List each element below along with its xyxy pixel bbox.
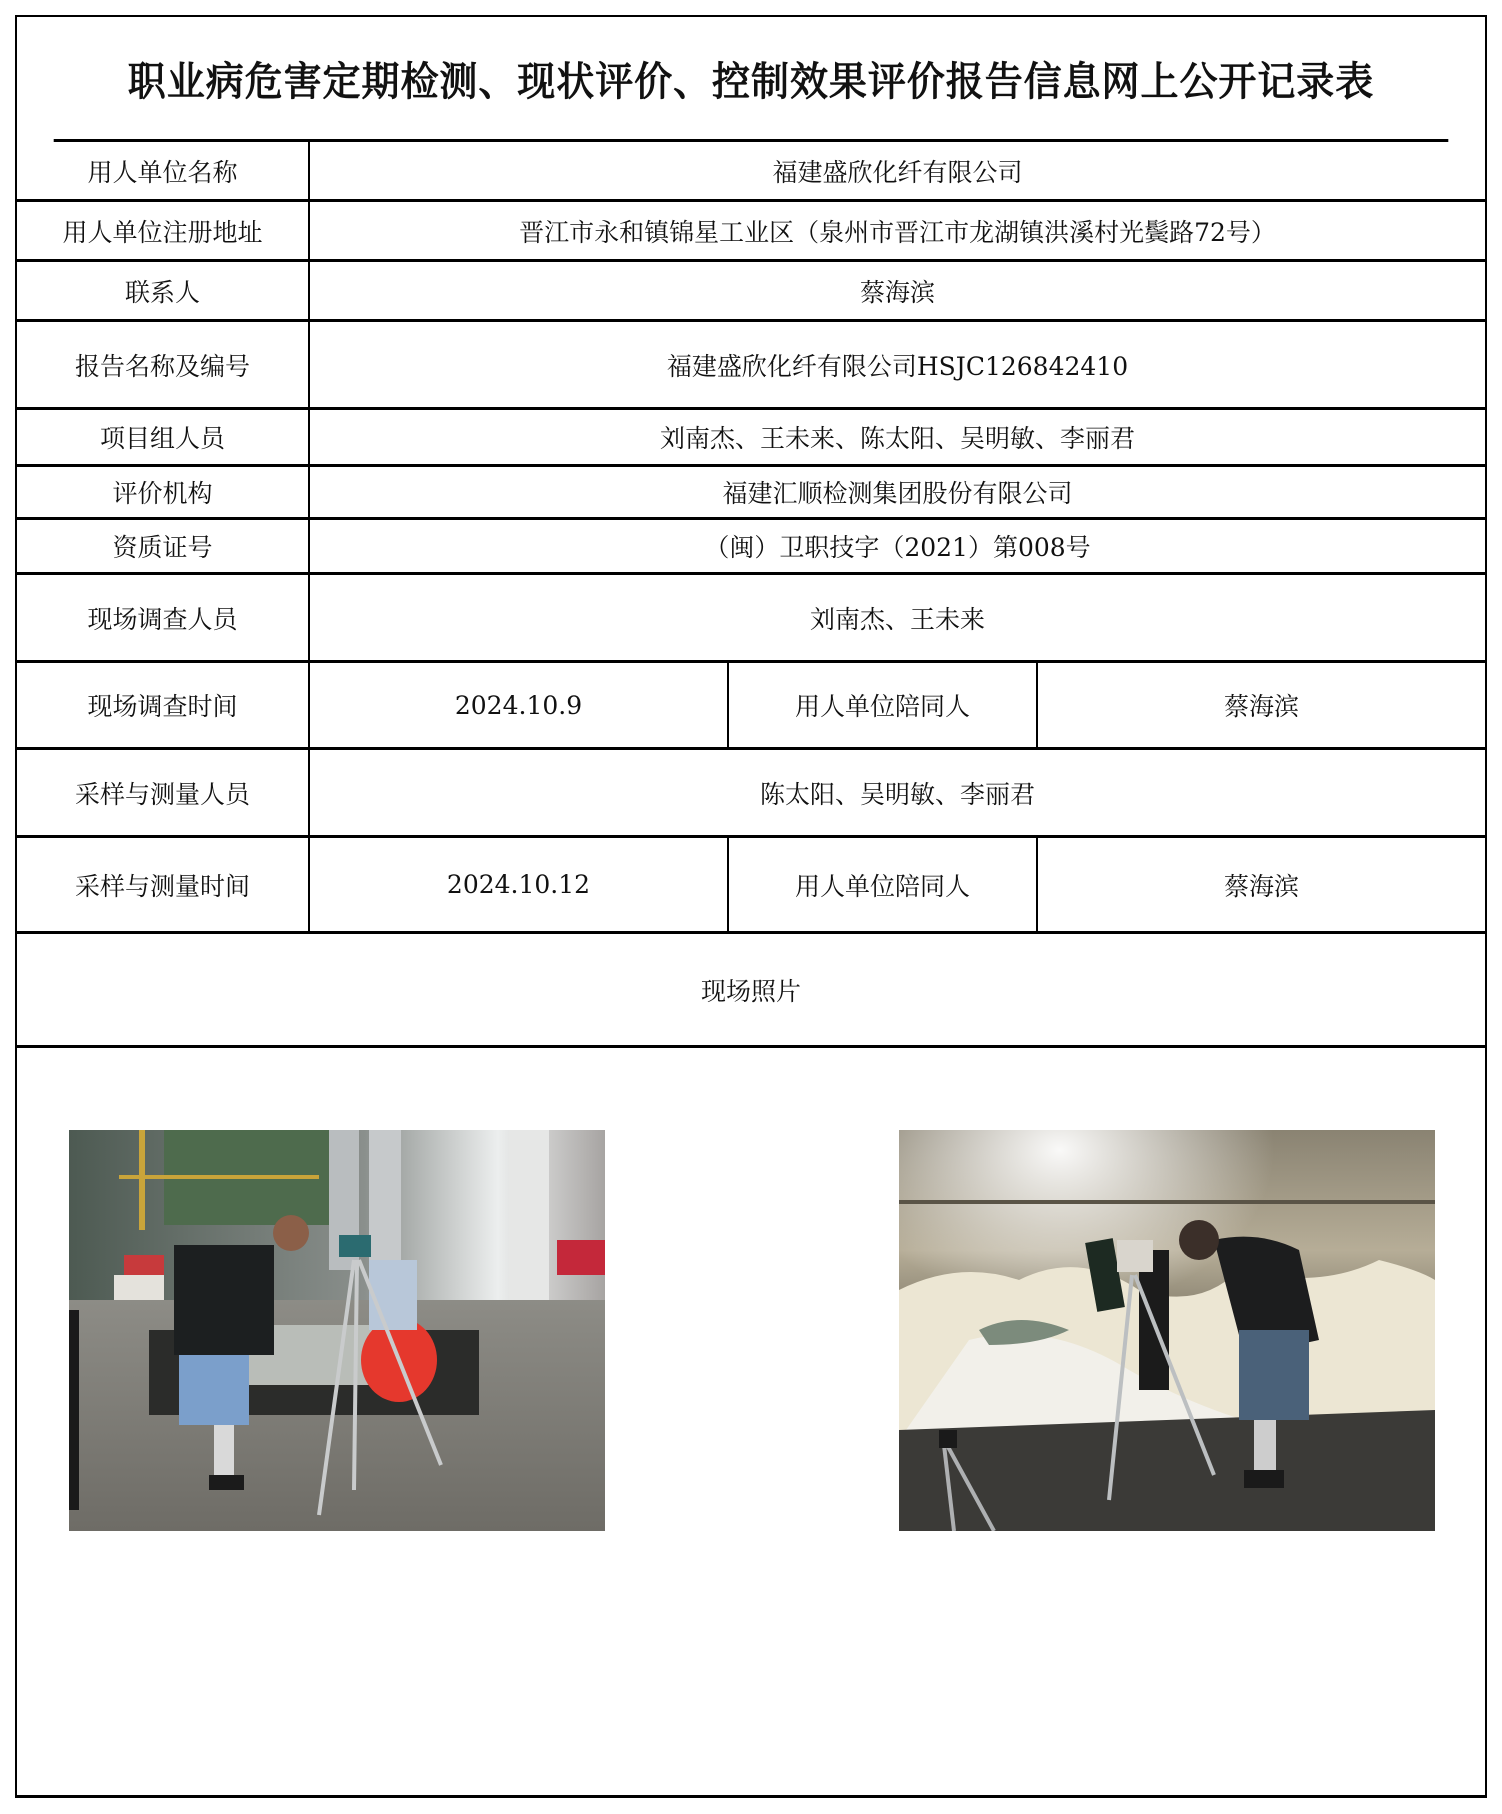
report-label: 报告名称及编号 [17, 322, 310, 407]
employer-address-label: 用人单位注册地址 [17, 202, 310, 259]
report-value: 福建盛欣化纤有限公司HSJC126842410 [666, 351, 1129, 381]
evaluation-org-value: 福建汇顺检测集团股份有限公司 [722, 479, 1073, 508]
row-photos-header [17, 934, 1485, 1048]
survey-escort-value: 蔡海滨 [1223, 692, 1299, 721]
sampling-escort-value: 蔡海滨 [1223, 871, 1299, 901]
row-contact [17, 262, 1485, 322]
row-report [17, 322, 1485, 410]
employer-address-value: 晋江市永和镇锦星工业区（泉州市晋江市龙湖镇洪溪村光鬓路72号） [519, 217, 1276, 247]
row-employer-address [17, 202, 1485, 262]
sampling-time-value: 2024.10.12 [310, 838, 729, 931]
sampling-staff-label: 采样与测量人员 [17, 750, 310, 835]
sampling-time-label: 采样与测量时间 [17, 838, 310, 931]
survey-time-value: 2024.10.9 [310, 663, 729, 747]
page-title: 职业病危害定期检测、现状评价、控制效果评价报告信息网上公开记录表 [54, 17, 1449, 142]
row-survey-time [17, 663, 1485, 750]
employer-name-value: 福建盛欣化纤有限公司 [772, 157, 1023, 187]
record-table [15, 15, 1487, 1798]
row-qualification [17, 520, 1485, 575]
photos-header-label: 现场照片 [700, 976, 801, 1006]
sampling-escort-label: 用人单位陪同人 [729, 838, 1038, 931]
contact-label: 联系人 [17, 262, 310, 319]
qualification-label: 资质证号 [17, 520, 310, 572]
row-sampling-staff [17, 750, 1485, 838]
site-photo-1 [69, 1130, 605, 1531]
project-team-label: 项目组人员 [17, 410, 310, 464]
evaluation-org-label: 评价机构 [17, 467, 310, 517]
row-employer-name [17, 142, 1485, 202]
photos-area [17, 1048, 1485, 1797]
survey-staff-label: 现场调查人员 [17, 575, 310, 660]
sampling-staff-value: 陈太阳、吴明敏、李丽君 [759, 779, 1035, 809]
survey-time-label: 现场调查时间 [17, 663, 310, 747]
qualification-value: （闽）卫职技字（2021）第008号 [704, 533, 1091, 562]
project-team-value: 刘南杰、王未来、陈太阳、吴明敏、李丽君 [659, 424, 1135, 453]
row-project-team [17, 410, 1485, 467]
row-sampling-time [17, 838, 1485, 934]
survey-escort-label: 用人单位陪同人 [729, 663, 1038, 747]
site-photo-2 [899, 1130, 1435, 1531]
row-survey-staff [17, 575, 1485, 663]
survey-staff-value: 刘南杰、王未来 [809, 604, 985, 634]
contact-value: 蔡海滨 [859, 277, 935, 307]
row-evaluation-org [17, 467, 1485, 520]
employer-name-label: 用人单位名称 [17, 142, 310, 199]
